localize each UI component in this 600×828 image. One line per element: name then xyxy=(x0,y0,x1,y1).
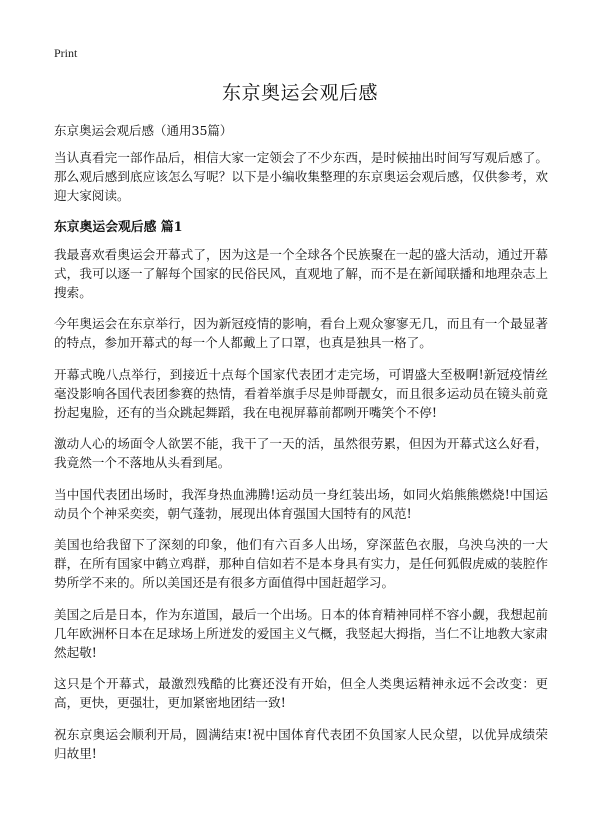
paragraph: 美国之后是日本，作为东道国，最后一个出场。日本的体育精神同样不容小觑，我想起前几年欧洲杯日本在足球场上所迸发的爱国主义气概，我竖起大拇指，当仁不让地教大家肃然起敬! xyxy=(54,606,548,661)
paragraph: 这只是个开幕式，最激烈残酷的比赛还没有开始，但全人类奥运精神永远不会改变：更高，更快，更强壮，更加紧密地团结一致! xyxy=(54,676,548,711)
paragraph: 美国也给我留下了深刻的印象，他们有六百多人出场，穿深蓝色衣服，乌泱乌泱的一大群，在所有国家中鹤立鸡群，那种自信如若不是本身具有实力，是任何狐假虎威的装腔作势所学不来的。所以美国还是有很多方面值得中国赶超学习。 xyxy=(54,537,548,591)
paragraph: 激动人心的场面令人欲罢不能，我干了一天的活，虽然很劳累，但因为开幕式这么好看，我竟然一个不落地从头看到尾。 xyxy=(54,436,548,471)
paragraph: 我最喜欢看奥运会开幕式了，因为这是一个全球各个民族聚在一起的盛大活动，通过开幕式，我可以逐一了解每个国家的民俗民风，直观地了解，而不是在新闻联播和地理杂志上搜索。 xyxy=(54,246,548,301)
print-link[interactable]: Print xyxy=(54,46,78,60)
paragraph: 当中国代表团出场时，我浑身热血沸腾!运动员一身红装出场，如同火焰熊熊燃烧!中国运动员个个神采奕奕，朝气蓬勃，展现出体育强国大国特有的风范! xyxy=(54,486,548,521)
page-title: 东京奥运会观后感 xyxy=(221,82,378,104)
article-body xyxy=(54,148,548,775)
document-subtitle: 东京奥运会观后感（通用35篇） xyxy=(54,123,233,138)
intro-paragraph: 当认真看完一部作品后，相信大家一定领会了不少东西，是时候抽出时间写写观后感了。那么观后感到底应该怎么写呢？以下是小编收集整理的东京奥运会观后感，仅供参考，欢迎大家阅读。 xyxy=(54,150,548,204)
paragraph: 开幕式晚八点举行，到接近十点每个国家代表团才走完场，可谓盛大至极啊!新冠疫情丝毫没影响各国代表团参赛的热情，看着举旗手尽是帅哥靓女，而且很多运动员在镜头前竟扮起鬼脸，还有的当众跳起舞蹈，我在电视屏幕前都咧开嘴笑个不停! xyxy=(54,366,548,421)
section-heading: 东京奥运会观后感 篇1 xyxy=(54,219,183,235)
paragraph: 今年奥运会在东京举行，因为新冠疫情的影响，看台上观众寥寥无几，而且有一个最显著的特点，参加开幕式的每一个人都戴上了口罩，也真是独具一格了。 xyxy=(54,316,548,351)
paragraph: 祝东京奥运会顺利开局，圆满结束!祝中国体育代表团不负国家人民众望，以优异成绩荣归故里! xyxy=(54,726,548,761)
